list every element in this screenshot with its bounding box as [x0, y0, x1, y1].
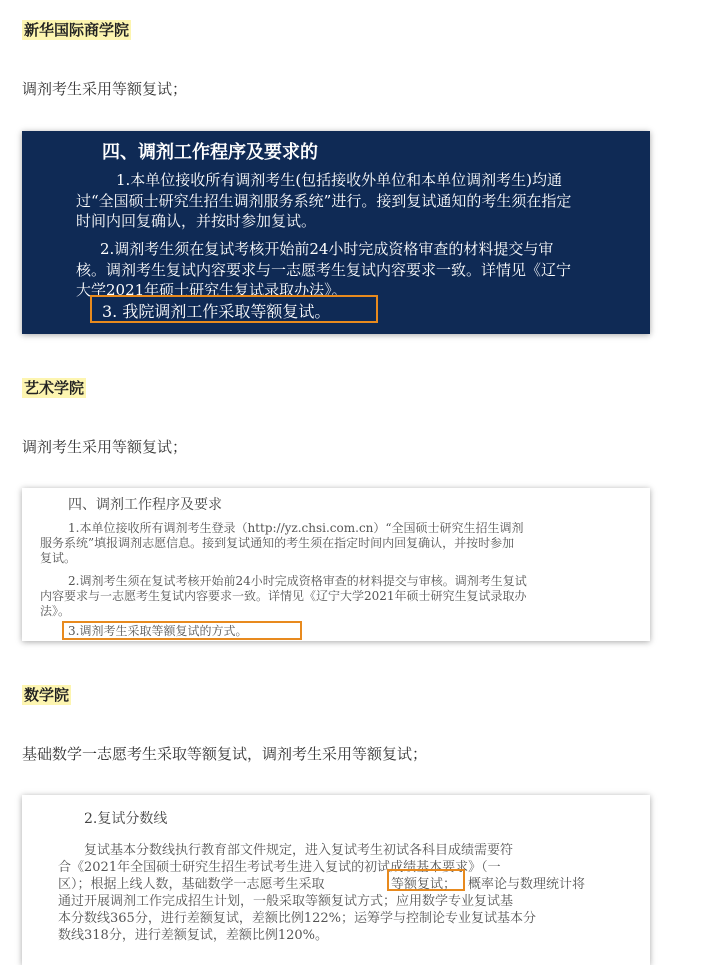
notice-line: 内容要求与一志愿考生复试内容要求一致。详情见《辽宁大学2021年硕士研究生复试录取办 — [40, 589, 527, 603]
notice-heading: 四、调剂工作程序及要求 — [68, 497, 222, 513]
notice-image-business-school — [22, 131, 650, 334]
notice-highlight: 3. 我院调剂工作采取等额复试。 — [102, 302, 331, 321]
notice-highlight: 3.调剂考生采取等额复试的方式。 — [68, 624, 248, 638]
notice-line: 区）；根据上线人数，基础数学一志愿考生采取 — [58, 877, 325, 892]
notice-line: 1.本单位接收所有调剂考生登录（http://yz.chsi.com.cn）“全国硕士研究生招生调剂 — [68, 521, 524, 535]
notice-line: 合《2021年全国硕士研究生招生考试考生进入复试的初试成绩基本要求》（一 — [58, 860, 501, 875]
notice-highlight: 等额复试； — [391, 877, 457, 892]
notice-image-art-school — [22, 488, 650, 641]
section-summary: 调剂考生采用等额复试； — [22, 438, 188, 456]
section-summary: 调剂考生采用等额复试； — [22, 80, 188, 98]
notice-line: 复试基本分数线执行教育部文件规定，进入复试考生初试各科目成绩需要符 — [84, 843, 514, 858]
notice-line: 复试。 — [40, 551, 77, 565]
notice-line: 2.调剂考生须在复试考核开始前24小时完成资格审查的材料提交与审核。调剂考生复试 — [68, 574, 527, 588]
notice-line: 通过开展调剂工作完成招生计划，一般采取等额复试方式；应用数学专业复试基 — [58, 894, 514, 909]
section-title-business-school: 新华国际商学院 — [24, 21, 130, 39]
notice-line: 时间内回复确认，并按时参加复试。 — [76, 212, 317, 230]
section-title-art-school: 艺术学院 — [24, 379, 85, 397]
notice-line: 2.调剂考生须在复试考核开始前24小时完成资格审查的材料提交与审 — [100, 240, 554, 258]
notice-heading: 2.复试分数线 — [84, 811, 168, 827]
notice-line: 服务系统”填报调剂志愿信息。接到复试通知的考生须在指定时间内回复确认，并按时参加 — [40, 536, 515, 550]
notice-heading: 四、调剂工作程序及要求的 — [102, 142, 318, 163]
notice-line: 数线318分，进行差额复试，差额比例120%。 — [58, 928, 328, 943]
notice-line: 概率论与数理统计将 — [468, 877, 586, 892]
notice-line: 核。调剂考生复试内容要求与一志愿考生复试内容要求一致。详情见《辽宁 — [76, 261, 572, 279]
section-summary: 基础数学一志愿考生采取等额复试，调剂考生采用等额复试； — [22, 745, 428, 763]
notice-line: 1.本单位接收所有调剂考生(包括接收外单位和本单位调剂考生)均通 — [116, 171, 563, 189]
notice-image-math-school — [22, 795, 650, 965]
notice-line: 法》。 — [40, 604, 71, 618]
notice-line: 大学2021年硕士研究生复试录取办法》。 — [76, 281, 347, 299]
notice-line: 本分数线365分，进行差额复试，差额比例122%；运筹学与控制论专业复试基本分 — [58, 911, 536, 926]
notice-line: 过“全国硕士研究生招生调剂服务系统”进行。接到复试通知的考生须在指定 — [76, 192, 572, 210]
section-title-math-school: 数学院 — [24, 686, 70, 704]
